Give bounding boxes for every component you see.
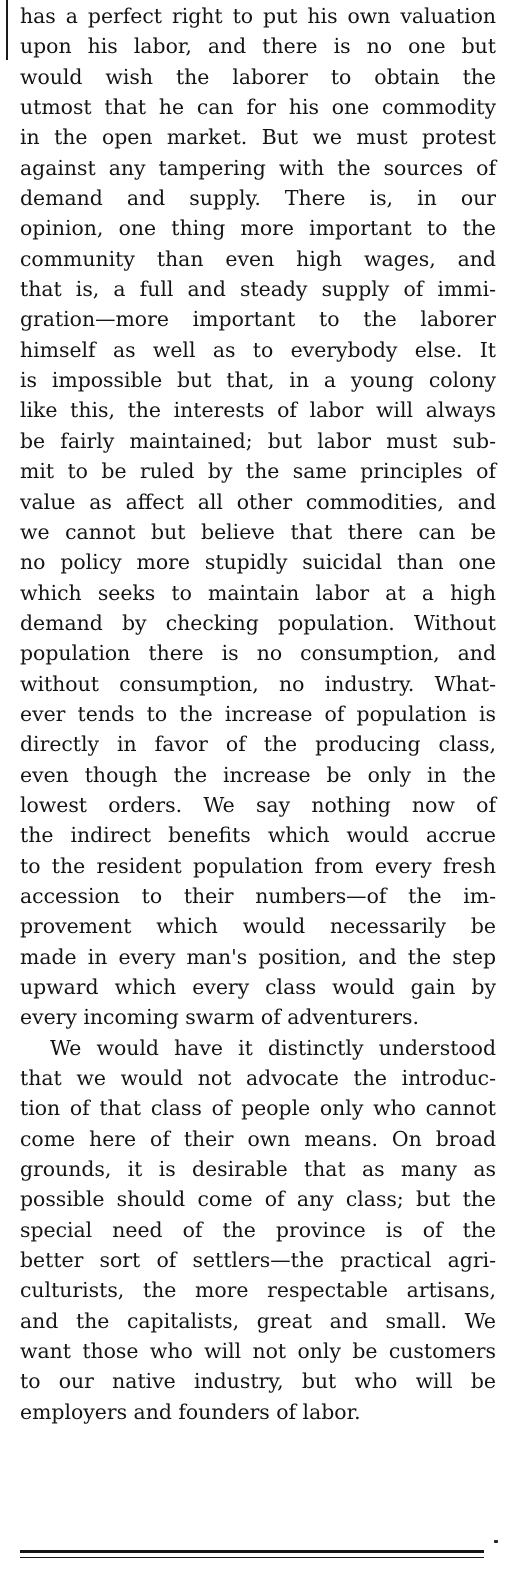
text-line: culturists, the more respectable artisans,	[20, 1278, 496, 1303]
text-line: demand by checking population. Without	[20, 610, 496, 635]
text-line: gration—more important to the laborer	[20, 307, 496, 332]
text-line: to our native industry, but who will be	[20, 1369, 496, 1394]
text-line: opinion, one thing more important to the	[20, 216, 496, 241]
text-line: want those who will not only be customers	[20, 1339, 496, 1364]
text-line: has a perfect right to put his own valuation	[20, 4, 496, 28]
text-line: which seeks to maintain labor at a high	[20, 580, 496, 605]
text-line: without consumption, no industry. What-	[20, 671, 496, 696]
text-line: against any tampering with the sources of	[20, 155, 496, 180]
text-line: accession to their numbers—of the im-	[20, 883, 496, 908]
text-line: would wish the laborer to obtain the	[20, 64, 496, 89]
text-line: tion of that class of people only who cannot	[20, 1096, 496, 1121]
text-line: utmost that he can for his one commodity	[20, 95, 496, 120]
column-end-rule-thick	[20, 1550, 484, 1553]
text-line: employers and founders of labor.	[20, 1399, 361, 1424]
text-line: and the capitalists, great and small. We	[20, 1308, 496, 1333]
text-line: upward which every class would gain by	[20, 975, 496, 999]
text-line: that we would not advocate the introduc-	[20, 1066, 496, 1091]
text-line: grounds, it is desirable that as many as	[20, 1157, 496, 1182]
text-line: the indirect benefits which would accrue	[20, 823, 496, 848]
text-line: upon his labor, and there is no one but	[20, 34, 496, 59]
text-line: special need of the province is of the	[20, 1217, 496, 1242]
text-line: We would have it distinctly understood	[50, 1035, 496, 1060]
text-line: in the open market. But we must protest	[20, 125, 496, 150]
text-line: be fairly maintained; but labor must sub-	[20, 428, 496, 453]
text-line: demand and supply. There is, in our	[20, 186, 496, 211]
text-line: ever tends to the increase of population is	[20, 701, 496, 726]
print-speck	[494, 1540, 498, 1543]
text-line: provement which would necessarily be	[20, 914, 496, 939]
text-line: lowest orders. We say nothing now of	[20, 792, 496, 817]
text-line: no policy more stupidly suicidal than one	[20, 550, 496, 575]
text-line: possible should come of any class; but the	[20, 1187, 496, 1212]
text-line: that is, a full and steady supply of immi-	[20, 277, 496, 302]
text-line: every incoming swarm of adventurers.	[20, 1005, 419, 1030]
text-line: like this, the interests of labor will always	[20, 398, 496, 423]
text-line: population there is no consumption, and	[20, 641, 496, 666]
text-line: value as affect all other commodities, and	[20, 489, 496, 514]
column-rule-left	[6, 0, 8, 60]
article-text	[20, 1, 496, 1427]
text-line: we cannot but believe that there can be	[20, 519, 496, 544]
text-line: to the resident population from every fresh	[20, 853, 496, 878]
text-line: himself as well as to everybody else. It	[20, 337, 496, 362]
text-line: is impossible but that, in a young colony	[20, 368, 496, 393]
text-line: come here of their own means. On broad	[20, 1126, 496, 1151]
text-line: better sort of settlers—the practical agri-	[20, 1248, 496, 1273]
paragraph-2	[20, 1033, 496, 1427]
paragraph-1	[20, 1, 496, 1033]
text-line: community than even high wages, and	[20, 246, 496, 271]
text-line: mit to be ruled by the same principles of	[20, 459, 496, 484]
text-line: even though the increase be only in the	[20, 762, 496, 787]
text-line: directly in favor of the producing class,	[20, 732, 496, 757]
column-end-rule-thin	[20, 1557, 484, 1558]
text-line: made in every man's position, and the step	[20, 944, 496, 969]
